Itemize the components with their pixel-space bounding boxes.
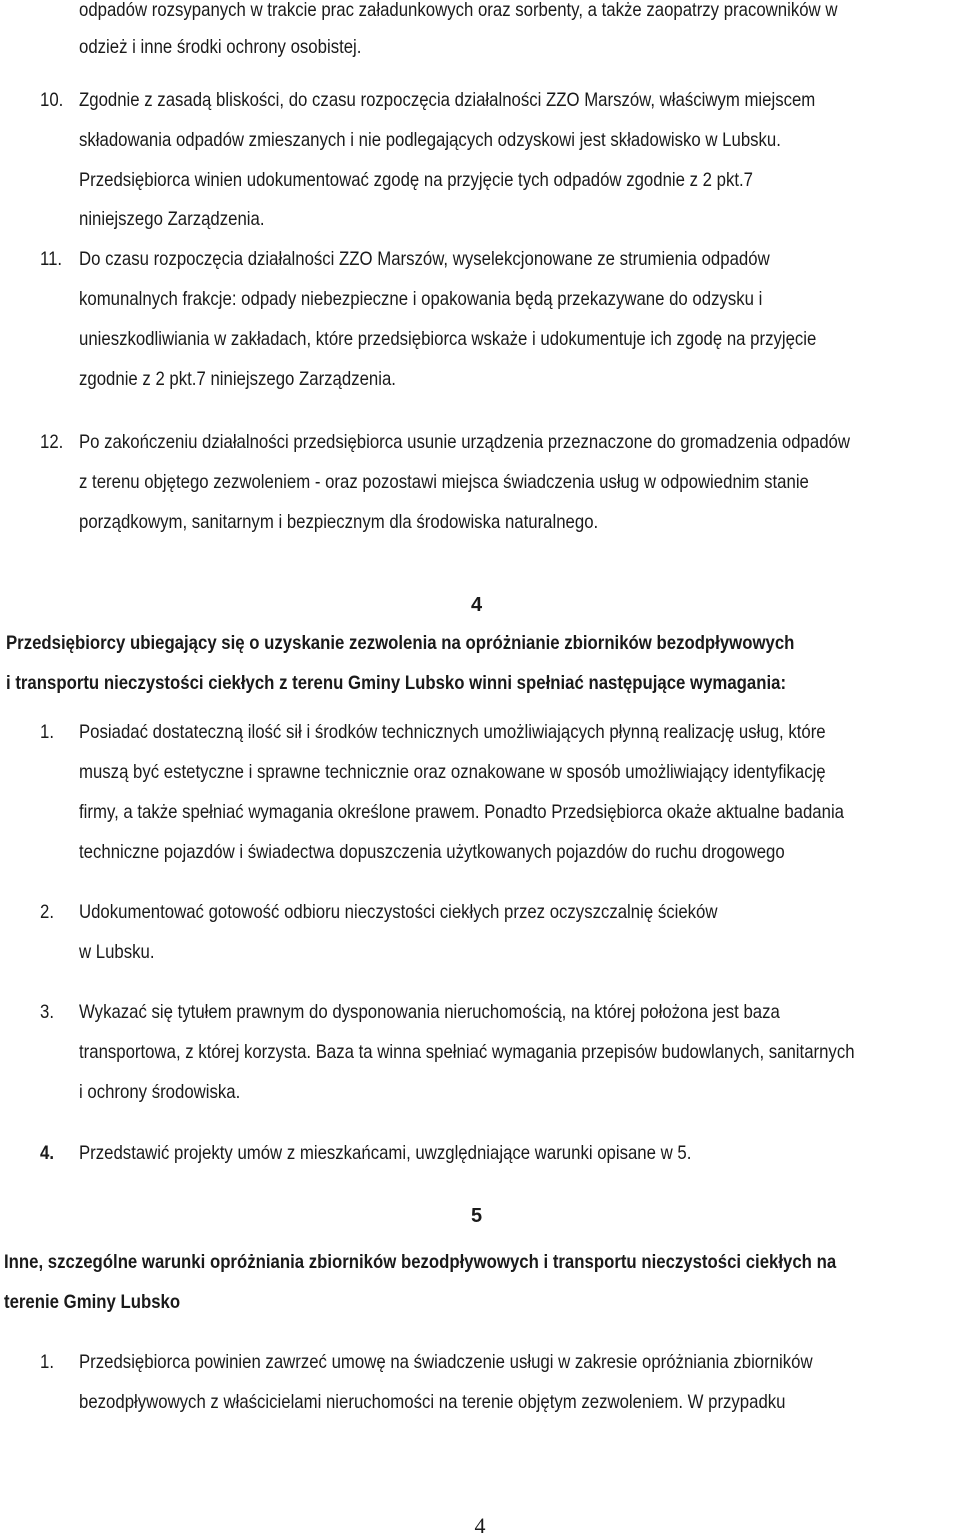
paragraph-line: składowania odpadów zmieszanych i nie podlegających odzyskowi jest składowisko w Lubsku. [79, 129, 781, 151]
paragraph-line: firmy, a także spełniać wymagania określone prawem. Ponadto Przedsiębiorca okaże aktualne badania [79, 801, 845, 823]
paragraph-line: odpadów rozsypanych w trakcie prac załadunkowych oraz sorbenty, a także zaopatrzy pracowników w [79, 0, 838, 21]
section-heading: Inne, szczególne warunki opróżniania zbiorników bezodpływowych i transportu nieczystości ciekłych na [4, 1251, 837, 1273]
section-number-value: 4 [471, 594, 483, 616]
list-number: 10. [40, 89, 64, 111]
paragraph-line: Wykazać się tytułem prawnym do dysponowania nieruchomością, na której położona jest baza [79, 1001, 780, 1023]
paragraph-line: Po zakończeniu działalności przedsiębiorca usunie urządzenia przeznaczone do gromadzenia odpadów [79, 431, 850, 453]
list-number: 2. [40, 901, 54, 923]
paragraph-line: Udokumentować gotowość odbioru nieczystości ciekłych przez oczyszczalnię ścieków [79, 901, 718, 923]
section-number [463, 592, 482, 617]
paragraph-line: muszą być estetyczne i sprawne technicznie oraz oznakowane w sposób umożliwiający identyfikację [79, 761, 826, 783]
section-number [463, 1203, 482, 1228]
section-heading: terenie Gminy Lubsko [4, 1291, 181, 1313]
page-number: 4 [474, 1513, 486, 1538]
paragraph-line: Przedsiębiorca powinien zawrzeć umowę na świadczenie usługi w zakresie opróżniania zbiorników [79, 1351, 813, 1373]
paragraph-line: zgodnie z 2 pkt.7 niniejszego Zarządzenia. [79, 368, 396, 390]
paragraph-line: Posiadać dostateczną ilość sił i środków technicznych umożliwiających płynną realizację usług, które [79, 721, 826, 743]
list-number: 1. [40, 721, 54, 743]
paragraph-line: z terenu objętego zezwoleniem - oraz pozostawi miejsca świadczenia usług w odpowiednim stanie [79, 471, 809, 493]
list-number: 12. [40, 431, 64, 453]
paragraph-line: unieszkodliwiania w zakładach, które przedsiębiorca wskaże i udokumentuje ich zgodę na przyjęcie [79, 328, 817, 350]
paragraph-line: Przedstawić projekty umów z mieszkańcami, uwzględniające warunki opisane w 5. [79, 1142, 692, 1164]
paragraph-line: bezodpływowych z właścicielami nieruchomości na terenie objętym zezwoleniem. W przypadku [79, 1391, 786, 1413]
list-number: 11. [40, 248, 63, 270]
list-number: 1. [40, 1351, 54, 1373]
paragraph-line: techniczne pojazdów i świadectwa dopuszczenia użytkowanych pojazdów do ruchu drogowego [79, 841, 785, 863]
paragraph-line: Zgodnie z zasadą bliskości, do czasu rozpoczęcia działalności ZZO Marszów, właściwym miejscem [79, 89, 816, 111]
paragraph-line: Do czasu rozpoczęcia działalności ZZO Marszów, wyselekcjonowane ze strumienia odpadów [79, 248, 770, 270]
paragraph-line: porządkowym, sanitarnym i bezpiecznym dla środowiska naturalnego. [79, 511, 599, 533]
paragraph-line: komunalnych frakcje: odpady niebezpieczne i opakowania będą przekazywane do odzysku i [79, 288, 763, 310]
section-heading: Przedsiębiorcy ubiegający się o uzyskanie zezwolenia na opróżnianie zbiorników bezodpływowych [6, 632, 795, 654]
paragraph-line: i ochrony środowiska. [79, 1081, 241, 1103]
paragraph-line: Przedsiębiorca winien udokumentować zgodę na przyjęcie tych odpadów zgodnie z 2 pkt.7 [79, 169, 753, 191]
paragraph-line: transportowa, z której korzysta. Baza ta winna spełniać wymagania przepisów budowlanych, sanitarnych [79, 1041, 855, 1063]
section-number-value: 5 [471, 1205, 483, 1227]
section-heading: i transportu nieczystości ciekłych z terenu Gminy Lubsko winni spełniać następujące wymagania: [6, 672, 787, 694]
paragraph-line: odzież i inne środki ochrony osobistej. [79, 36, 362, 58]
list-number: 4. [40, 1142, 54, 1164]
list-number: 3. [40, 1001, 54, 1023]
paragraph-line: niniejszego Zarządzenia. [79, 208, 265, 230]
paragraph-line: w Lubsku. [79, 941, 155, 963]
